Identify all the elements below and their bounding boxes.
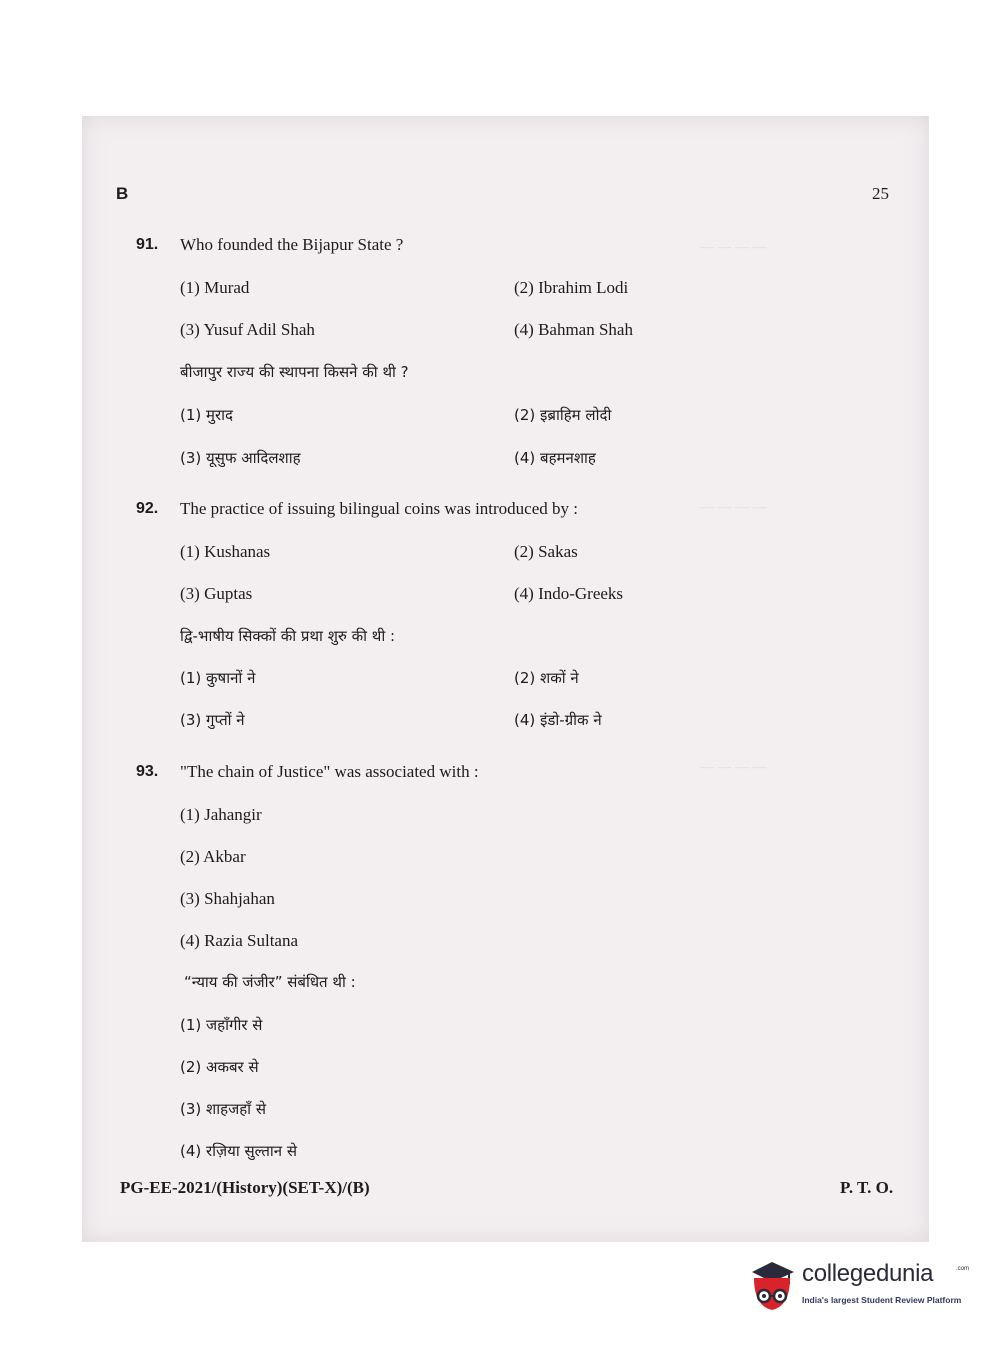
option-4-en[interactable]: (4) Indo-Greeks (514, 584, 624, 603)
question-text-hi: “न्याय की जंजीर” संबंधित थी : (184, 973, 356, 991)
question-text-en: "The chain of Justice" was associated with : (180, 762, 479, 781)
collegedunia-logo[interactable] (744, 1256, 970, 1320)
question-text-en: The practice of issuing bilingual coins was introduced by : (180, 499, 578, 518)
option-2-en[interactable]: (2) Sakas (514, 542, 578, 561)
bleed-through-text: — — — — (700, 500, 767, 515)
question-number: 92. (136, 500, 159, 517)
collegedunia-mascot-icon (744, 1256, 800, 1320)
bleed-through-text: — — — — (700, 240, 767, 255)
option-1-en[interactable]: (1) Murad (180, 278, 250, 297)
question-text-en: Who founded the Bijapur State ? (180, 235, 404, 254)
option-1-hi[interactable]: (1) कुषानों ने (180, 669, 256, 687)
option-2-hi[interactable]: (2) इब्राहिम लोदी (514, 406, 612, 424)
question-text-hi: बीजापुर राज्य की स्थापना किसने की थी ? (180, 363, 409, 381)
exam-code: PG-EE-2021/(History)(SET-X)/(B) (120, 1178, 370, 1197)
option-1-en[interactable]: (1) Jahangir (180, 805, 262, 824)
option-1-hi[interactable]: (1) मुराद (180, 406, 233, 424)
question-number: 93. (136, 763, 159, 780)
option-4-hi[interactable]: (4) रज़िया सुल्तान से (180, 1142, 298, 1160)
series-letter: B (116, 184, 129, 203)
page-number: 25 (872, 184, 889, 203)
question-number: 91. (136, 236, 159, 253)
logo-name: collegedunia (802, 1260, 934, 1287)
logo-tagline: India's largest Student Review Platform (802, 1295, 962, 1305)
option-1-en[interactable]: (1) Kushanas (180, 542, 271, 561)
option-3-hi[interactable]: (3) यूसुफ आदिलशाह (180, 449, 301, 467)
option-3-en[interactable]: (3) Shahjahan (180, 889, 275, 908)
option-3-hi[interactable]: (3) शाहजहाँ से (180, 1100, 266, 1118)
option-2-en[interactable]: (2) Ibrahim Lodi (514, 278, 629, 297)
option-1-hi[interactable]: (1) जहाँगीर से (180, 1016, 263, 1034)
option-4-en[interactable]: (4) Razia Sultana (180, 931, 299, 950)
option-4-en[interactable]: (4) Bahman Shah (514, 320, 633, 339)
option-2-hi[interactable]: (2) शकों ने (514, 669, 579, 687)
option-3-en[interactable]: (3) Guptas (180, 584, 253, 603)
option-2-en[interactable]: (2) Akbar (180, 847, 246, 866)
question-text-hi: द्वि-भाषीय सिक्कों की प्रथा शुरु की थी : (180, 627, 396, 645)
bleed-through-text: — — — — (700, 760, 767, 775)
page-turn-over: P. T. O. (840, 1178, 894, 1197)
option-4-hi[interactable]: (4) बहमनशाह (514, 449, 596, 467)
option-2-hi[interactable]: (2) अकबर से (180, 1058, 259, 1076)
logo-domain: .com (956, 1266, 970, 1272)
option-3-en[interactable]: (3) Yusuf Adil Shah (180, 320, 315, 339)
option-4-hi[interactable]: (4) इंडो-ग्रीक ने (514, 711, 602, 729)
option-3-hi[interactable]: (3) गुप्तों ने (180, 711, 245, 729)
